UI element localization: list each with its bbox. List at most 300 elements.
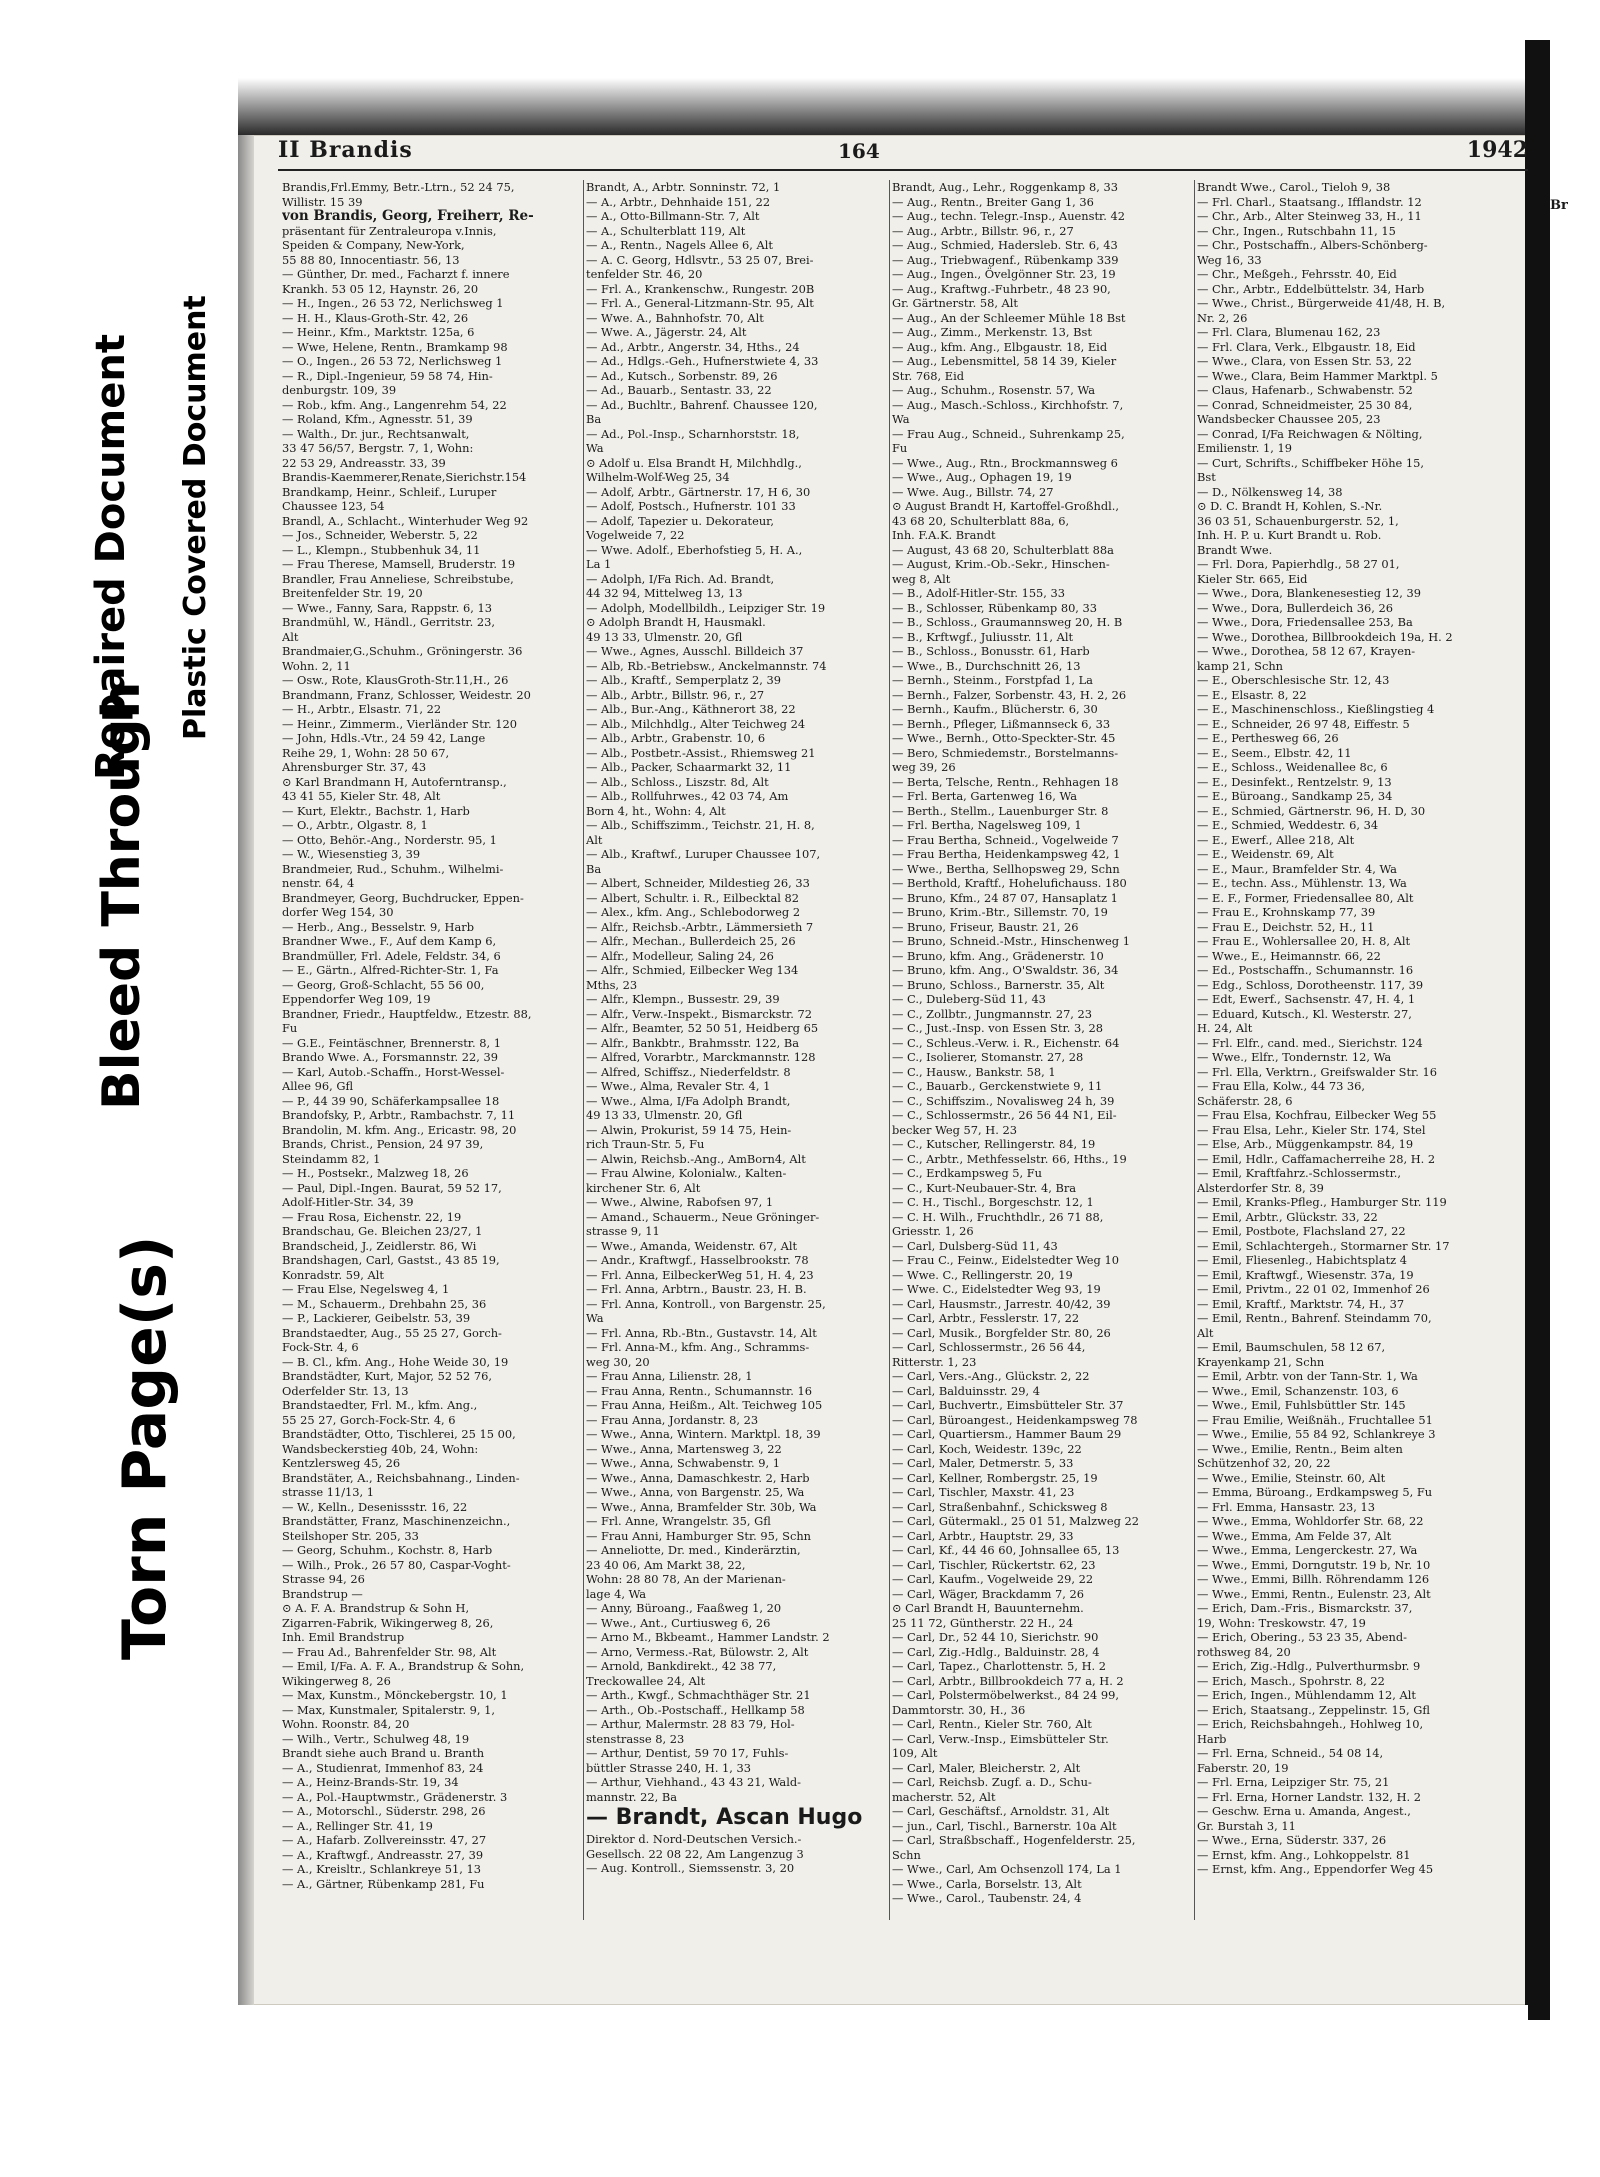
directory-entry-line: — Wwe., Carl, Am Ochsenzoll 174, La 1 bbox=[892, 1862, 1122, 1876]
directory-entry-line: — Wwe., Clara, von Essen Str. 53, 22 bbox=[1197, 354, 1412, 368]
directory-entry-line: — Wwe., Emilie, Steinstr. 60, Alt bbox=[1197, 1470, 1386, 1485]
directory-entry-line: — Chr., Postschaffn., Albers-Schönberg- bbox=[1197, 238, 1428, 252]
directory-entry-line: — C., Bauarb., Gerckenstwiete 9, 11 bbox=[892, 1079, 1103, 1093]
directory-entry-line: Brandt siehe auch Brand u. Branth bbox=[282, 1746, 485, 1760]
directory-entry-line: Harb bbox=[1197, 1731, 1227, 1746]
directory-entry-line: — Bernh., Pfleger, Lißmannseck 6, 33 bbox=[892, 716, 1111, 731]
directory-entry-line: 55 25 27, Gorch-Fock-Str. 4, 6 bbox=[282, 1412, 456, 1427]
directory-entry-line: — Arthur, Viehhand., 43 43 21, Wald- bbox=[586, 1775, 801, 1789]
directory-entry-line: Vogelweide 7, 22 bbox=[586, 528, 685, 542]
directory-entry-line: — Wwe., Alma, Revaler Str. 4, 1 bbox=[586, 1079, 771, 1093]
directory-entry-line: Strasse 94, 26 bbox=[282, 1572, 365, 1586]
directory-entry-line: 44 32 94, Mittelweg 13, 13 bbox=[586, 586, 743, 600]
directory-entry-line: — Emma, Büroang., Erdkampsweg 5, Fu bbox=[1197, 1485, 1433, 1499]
directory-entry-line: — Arno, Vermess.-Rat, Bülowstr. 2, Alt bbox=[586, 1644, 809, 1659]
directory-entry-line: — Alfred, Schiffsz., Niederfeldstr. 8 bbox=[586, 1064, 791, 1079]
directory-entry-line: — Aug., Triebwagenf., Rübenkamp 339 bbox=[892, 252, 1119, 267]
directory-entry-line: Brandt, Aug., Lehr., Roggenkamp 8, 33 bbox=[892, 180, 1118, 194]
directory-entry-line: — Emil, Arbtr. von der Tann-Str. 1, Wa bbox=[1197, 1369, 1418, 1383]
directory-entry-line: — Wwe. A., Jägerstr. 24, Alt bbox=[586, 325, 747, 339]
directory-entry-line: Gesellsch. 22 08 22, Am Langenzug 3 bbox=[586, 1846, 804, 1861]
directory-entry-line: — Alb, Rb.-Betriebsw., Anckelmannstr. 74 bbox=[586, 658, 827, 673]
column-2 bbox=[586, 180, 884, 1920]
directory-entry-line: — Frl. Anne, Wrangelstr. 35, Gfl bbox=[586, 1514, 771, 1528]
directory-entry-line: H. 24, Alt bbox=[1197, 1021, 1253, 1035]
directory-entry-line: — Carl, Zig.-Hdlg., Balduinstr. 28, 4 bbox=[892, 1644, 1100, 1659]
directory-entry-line: — Emil, Baumschulen, 58 12 67, bbox=[1197, 1340, 1386, 1354]
directory-entry-line: Eppendorfer Weg 109, 19 bbox=[282, 992, 431, 1006]
scan-top-shadow bbox=[238, 40, 1528, 135]
directory-entry-line: — Bruno, kfm. Ang., Grädenerstr. 10 bbox=[892, 948, 1104, 963]
directory-entry-line: — August, 43 68 20, Schulterblatt 88a bbox=[892, 542, 1114, 557]
directory-entry-line: — Albert, Schneider, Mildestieg 26, 33 bbox=[586, 876, 810, 890]
torn-pages-label: Torn Page(s) bbox=[110, 1235, 180, 1660]
directory-entry-line: Brandofsky, P., Arbtr., Rambachstr. 7, 11 bbox=[282, 1108, 516, 1122]
directory-entry-line: Schn bbox=[892, 1847, 921, 1862]
directory-entry-line: — Jos., Schneider, Weberstr. 5, 22 bbox=[282, 528, 478, 542]
directory-entry-line: — Ed., Postschaffn., Schumannstr. 16 bbox=[1197, 963, 1414, 977]
directory-entry-line: — Carl, Arbtr., Billbrookdeich 77 a, H. 2 bbox=[892, 1673, 1124, 1688]
directory-entry-line: — Frl. Elfr., cand. med., Sierichstr. 124 bbox=[1197, 1035, 1423, 1050]
directory-entry-line: — Wwe., Emmi, Billh. Röhrendamm 126 bbox=[1197, 1572, 1430, 1586]
directory-entry-line: — C., Kutscher, Rellingerstr. 84, 19 bbox=[892, 1137, 1096, 1151]
directory-entry-line: Brandstätter, Franz, Maschinenzeichn., bbox=[282, 1514, 511, 1528]
directory-entry-line: — Wwe., Clara, Beim Hammer Marktpl. 5 bbox=[1197, 368, 1438, 383]
directory-entry-line: — Aug., Ingen., Övelgönner Str. 23, 19 bbox=[892, 267, 1116, 281]
directory-entry-line: — Carl, Dr., 52 44 10, Sierichstr. 90 bbox=[892, 1630, 1099, 1644]
directory-entry-line: — O., Ingen., 26 53 72, Nerlichsweg 1 bbox=[282, 354, 503, 368]
directory-entry-line: Gr. Gärtnerstr. 58, Alt bbox=[892, 296, 1019, 310]
directory-entry-line: — P., 44 39 90, Schäferkampsallee 18 bbox=[282, 1093, 500, 1108]
directory-entry-line: Brandner, Friedr., Hauptfeldw., Etzestr. 88, bbox=[282, 1006, 532, 1021]
directory-entry-line: — Carl, Kellner, Rombergstr. 25, 19 bbox=[892, 1470, 1098, 1485]
directory-entry-line: — Frl. A., General-Litzmann-Str. 95, Alt bbox=[586, 296, 814, 310]
directory-entry-line: — A., Kreisltr., Schlankreye 51, 13 bbox=[282, 1862, 481, 1876]
directory-entry-line: — E., Maschinenschloss., Kießlingstieg 4 bbox=[1197, 702, 1435, 716]
directory-entry-line: — E., Perthesweg 66, 26 bbox=[1197, 731, 1339, 745]
directory-entry-line: — Erich, Ingen., Mühlendamm 12, Alt bbox=[1197, 1688, 1416, 1702]
directory-entry-line: — Wwe., Amanda, Weidenstr. 67, Alt bbox=[586, 1238, 798, 1253]
directory-entry-line: — Alb., Kraftf., Semperplatz 2, 39 bbox=[586, 673, 781, 687]
directory-entry-line: — Aug. Kontroll., Siemssenstr. 3, 20 bbox=[586, 1861, 795, 1875]
directory-entry-line: — Emil, I/Fa. A. F. A., Brandstrup & Sohn, bbox=[282, 1659, 525, 1673]
directory-entry-line: — Alb., Kraftwf., Luruper Chaussee 107, bbox=[586, 847, 821, 861]
directory-entry-line: — Georg, Schuhm., Kochstr. 8, Harb bbox=[282, 1543, 493, 1557]
directory-entry-line: — Frl. Anna, Arbtrn., Baustr. 23, H. B. bbox=[586, 1282, 807, 1296]
directory-entry-line: — Frl. Clara, Verk., Elbgaustr. 18, Eid bbox=[1197, 339, 1416, 354]
directory-entry-line: Schützenhof 32, 20, 22 bbox=[1197, 1456, 1331, 1470]
directory-entry-line: — Bruno, Krim.-Btr., Sillemstr. 70, 19 bbox=[892, 905, 1108, 919]
directory-entry-line: — Carl, Geschäftsf., Arnoldstr. 31, Alt bbox=[892, 1804, 1110, 1818]
directory-entry-line: — A., Kraftwgf., Andreasstr. 27, 39 bbox=[282, 1847, 484, 1862]
directory-entry-line: — Adolf, Arbtr., Gärtnerstr. 17, H 6, 30 bbox=[586, 484, 811, 499]
directory-entry-line: — Wwe., Anna, von Bargenstr. 25, Wa bbox=[586, 1485, 805, 1499]
directory-entry-line: — Frau Ella, Kolw., 44 73 36, bbox=[1197, 1079, 1366, 1093]
directory-entry-line: Inh. H. P. u. Kurt Brandt u. Rob. bbox=[1197, 528, 1382, 542]
directory-entry-line: Gr. Burstah 3, 11 bbox=[1197, 1818, 1296, 1833]
directory-entry-line: Breitenfelder Str. 19, 20 bbox=[282, 586, 423, 600]
directory-entry-line: — Carl, Maler, Bleicherstr. 2, Alt bbox=[892, 1760, 1081, 1775]
directory-entry-line: — Erich, Staatsang., Zeppelinstr. 15, Gfl bbox=[1197, 1702, 1430, 1717]
directory-entry-line: — Walth., Dr. jur., Rechtsanwalt, bbox=[282, 426, 470, 441]
directory-entry-line: Brands, Christ., Pension, 24 97 39, bbox=[282, 1137, 484, 1151]
directory-entry-line: — Aug., Rentn., Breiter Gang 1, 36 bbox=[892, 194, 1094, 209]
directory-entry-line: — Wilh., Prok., 26 57 80, Caspar-Voght- bbox=[282, 1557, 511, 1572]
directory-entry-line: macherstr. 52, Alt bbox=[892, 1789, 996, 1804]
directory-entry-line: Wandsbecker Chaussee 205, 23 bbox=[1197, 412, 1381, 426]
directory-entry-line: — Ad., Pol.-Insp., Scharnhorststr. 18, bbox=[586, 426, 800, 441]
directory-entry-line: Str. 768, Eid bbox=[892, 368, 965, 383]
directory-entry-line: — M., Schauerm., Drehbahn 25, 36 bbox=[282, 1296, 487, 1311]
directory-entry-line: — Frau Else, Negelsweg 4, 1 bbox=[282, 1282, 450, 1296]
directory-entry-line: — Ernst, kfm. Ang., Lohkoppelstr. 81 bbox=[1197, 1847, 1411, 1862]
directory-entry-line: — Herb., Ang., Besselstr. 9, Harb bbox=[282, 919, 474, 934]
directory-entry-line: weg 8, Alt bbox=[892, 571, 951, 586]
directory-entry-line: — E. F., Former, Friedensallee 80, Alt bbox=[1197, 890, 1414, 905]
directory-entry-line: — Alb., Rollfuhrwes., 42 03 74, Am bbox=[586, 789, 789, 803]
directory-entry-line: Brandis,Frl.Emmy, Betr.-Ltrn., 52 24 75, bbox=[282, 180, 515, 194]
directory-entry-line: — Frau E., Wohlersallee 20, H. 8, Alt bbox=[1197, 934, 1411, 948]
directory-entry-line: — Frau Bertha, Heidenkampsweg 42, 1 bbox=[892, 847, 1121, 861]
directory-entry-line: 36 03 51, Schauenburgerstr. 52, 1, bbox=[1197, 513, 1399, 528]
directory-entry-line: — Edg., Schloss, Dorotheenstr. 117, 39 bbox=[1197, 977, 1424, 992]
directory-entry-line: — Wwe., B., Durchschnitt 26, 13 bbox=[892, 658, 1081, 673]
directory-entry-line: — Wwe., Emil, Schanzenstr. 103, 6 bbox=[1197, 1383, 1399, 1398]
directory-entry-line: — Wwe., Aug., Rtn., Brockmannsweg 6 bbox=[892, 455, 1118, 470]
directory-entry-line: — Alb., Schiffszimm., Teichstr. 21, H. 8, bbox=[586, 818, 815, 832]
directory-entry-line: — Bruno, Kfm., 24 87 07, Hansaplatz 1 bbox=[892, 890, 1118, 905]
directory-entry-line: — Alb., Arbtr., Billstr. 96, r., 27 bbox=[586, 687, 765, 702]
directory-entry-line: — Paul, Dipl.-Ingen. Baurat, 59 52 17, bbox=[282, 1180, 502, 1195]
directory-entry-line: — A., Heinz-Brands-Str. 19, 34 bbox=[282, 1775, 459, 1789]
directory-entry-line: 23 40 06, Am Markt 38, 22, bbox=[586, 1557, 746, 1572]
directory-entry-line: — Wwe., Dorothea, 58 12 67, Krayen- bbox=[1197, 644, 1416, 658]
directory-entry-line: dorfer Weg 154, 30 bbox=[282, 905, 394, 919]
directory-entry-line: — Chr., Ingen., Rutschbahn 11, 15 bbox=[1197, 223, 1396, 238]
directory-entry-line: — Carl, Kaufm., Vogelweide 29, 22 bbox=[892, 1572, 1094, 1586]
directory-entry-line: — Wwe. C., Rellingerstr. 20, 19 bbox=[892, 1267, 1073, 1282]
directory-entry-line: Fock-Str. 4, 6 bbox=[282, 1340, 359, 1354]
directory-entry-line: — Amand., Schauerm., Neue Gröninger- bbox=[586, 1209, 820, 1224]
directory-entry-line: — Aug., kfm. Ang., Elbgaustr. 18, Eid bbox=[892, 339, 1108, 354]
directory-entry-line: Dammtorstr. 30, H., 36 bbox=[892, 1702, 1026, 1717]
directory-entry-line: ⊙ A. F. A. Brandstrup & Sohn H, bbox=[282, 1601, 470, 1615]
directory-entry-line: — Aug., Lebensmittel, 58 14 39, Kieler bbox=[892, 354, 1117, 368]
directory-entry-line: 19, Wohn: Treskowstr. 47, 19 bbox=[1197, 1615, 1366, 1630]
directory-entry-line: — E., Desinfekt., Rentzelstr. 9, 13 bbox=[1197, 774, 1392, 789]
directory-entry-line: — Frl. Anna, Kontroll., von Bargenstr. 25, bbox=[586, 1296, 826, 1311]
directory-entry-line: La 1 bbox=[586, 557, 612, 571]
directory-entry-line: — Emil, Rentn., Bahrenf. Steindamm 70, bbox=[1197, 1311, 1432, 1325]
directory-entry-line: — Carl, Koch, Weidestr. 139c, 22 bbox=[892, 1441, 1082, 1456]
directory-entry-line: — jun., Carl, Tischl., Barnerstr. 10a Alt bbox=[892, 1818, 1117, 1833]
directory-entry-line: 33 47 56/57, Bergstr. 7, 1, Wohn: bbox=[282, 441, 474, 455]
directory-entry-line: — Wwe., Anna, Damaschkestr. 2, Harb bbox=[586, 1470, 810, 1485]
directory-entry-line: Bst bbox=[1197, 470, 1216, 484]
directory-entry-line: — Frau Aug., Schneid., Suhrenkamp 25, bbox=[892, 426, 1125, 441]
directory-entry-line: — Aug., techn. Telegr.-Insp., Auenstr. 42 bbox=[892, 209, 1125, 223]
directory-entry-line: — C., Schiffszim., Novalisweg 24 h, 39 bbox=[892, 1093, 1115, 1108]
directory-entry-line: — Frau Elsa, Lehr., Kieler Str. 174, Stel bbox=[1197, 1122, 1426, 1137]
directory-entry-line: — Edt, Ewerf., Sachsenstr. 47, H. 4, 1 bbox=[1197, 992, 1416, 1006]
directory-entry-line: ⊙ Adolf u. Elsa Brandt H, Milchhdlg., bbox=[586, 455, 802, 470]
directory-entry-line: Ba bbox=[586, 412, 602, 426]
directory-entry-line: — Ad., Hdlgs.-Geh., Hufnerstwiete 4, 33 bbox=[586, 354, 819, 368]
directory-entry-line: — Arthur, Dentist, 59 70 17, Fuhls- bbox=[586, 1746, 789, 1760]
directory-entry-line: stenstrasse 8, 23 bbox=[586, 1731, 685, 1746]
directory-entry-line: — Carl, Rentn., Kieler Str. 760, Alt bbox=[892, 1717, 1092, 1731]
directory-entry-line: Brandstaedter, Frl. M., kfm. Ang., bbox=[282, 1398, 478, 1412]
directory-entry-line: — Alfr., Schmied, Eilbecker Weg 134 bbox=[586, 963, 799, 977]
directory-entry-line: — Bernh., Falzer, Sorbenstr. 43, H. 2, 26 bbox=[892, 687, 1127, 702]
directory-entry-line: Willistr. 15 39 bbox=[282, 194, 363, 209]
directory-entry-line: — C., Schleus.-Verw. i. R., Eichenstr. 64 bbox=[892, 1035, 1120, 1050]
directory-entry-line: — Carl, Straßbschaff., Hogenfelderstr. 25, bbox=[892, 1833, 1136, 1847]
directory-entry-line: Speiden & Company, New-York, bbox=[282, 238, 465, 252]
directory-entry-line: Wandsbeckerstieg 40b, 24, Wohn: bbox=[282, 1441, 479, 1456]
page-header bbox=[238, 135, 1528, 165]
directory-entry-line: — Aug., Schuhm., Rosenstr. 57, Wa bbox=[892, 383, 1096, 397]
directory-entry-line: — L., Klempn., Stubbenhuk 34, 11 bbox=[282, 542, 481, 557]
directory-entry-line: — Carl, Tischler, Rückertstr. 62, 23 bbox=[892, 1557, 1096, 1572]
directory-entry-line: Brandshagen, Carl, Gastst., 43 85 19, bbox=[282, 1253, 500, 1267]
directory-entry-line: rothsweg 84, 20 bbox=[1197, 1644, 1291, 1659]
directory-entry-line: — Emil, Arbtr., Glückstr. 33, 22 bbox=[1197, 1209, 1378, 1224]
directory-entry-line: — Aug., Zimm., Merkenstr. 13, Bst bbox=[892, 325, 1092, 339]
directory-entry-line: — Alb., Arbtr., Grabenstr. 10, 6 bbox=[586, 731, 766, 745]
directory-entry-line: — Frl. Erna, Schneid., 54 08 14, bbox=[1197, 1746, 1384, 1760]
directory-entry-line: Brandmaier,G.,Schuhm., Gröningerstr. 36 bbox=[282, 644, 523, 658]
directory-entry-line: — Wwe., Aug., Ophagen 19, 19 bbox=[892, 470, 1072, 484]
directory-entry-line: rich Traun-Str. 5, Fu bbox=[586, 1137, 705, 1151]
directory-entry-line: — Ad., Buchltr., Bahrenf. Chaussee 120, bbox=[586, 397, 818, 412]
directory-entry-line: Konradstr. 59, Alt bbox=[282, 1267, 384, 1282]
directory-entry-line: Brandmeier, Rud., Schuhm., Wilhelmi- bbox=[282, 861, 504, 876]
directory-entry-line: — R., Dipl.-Ingenieur, 59 58 74, Hin- bbox=[282, 368, 493, 383]
directory-entry-line: Schäferstr. 28, 6 bbox=[1197, 1093, 1293, 1108]
directory-entry-line: — Bruno, Friseur, Baustr. 21, 26 bbox=[892, 919, 1079, 934]
directory-entry-line: ⊙ Carl Brandt H, Bauunternehm. bbox=[892, 1601, 1084, 1615]
directory-entry-line: Alt bbox=[282, 629, 299, 644]
directory-entry-line: — C., Erdkampsweg 5, Fu bbox=[892, 1166, 1042, 1180]
directory-entry-line: — Aug., Masch.-Schloss., Kirchhofstr. 7, bbox=[892, 397, 1124, 412]
directory-entry-line: — D., Nölkensweg 14, 38 bbox=[1197, 484, 1343, 499]
repaired-document-label: Repaired Document bbox=[88, 334, 134, 780]
directory-entry-line: 22 53 29, Andreasstr. 33, 39 bbox=[282, 455, 446, 470]
column-divider bbox=[889, 180, 890, 1920]
directory-entry-line: — Wwe., Bernh., Otto-Speckter-Str. 45 bbox=[892, 731, 1116, 745]
directory-entry-line: 55 88 80, Innocentiastr. 56, 13 bbox=[282, 252, 460, 267]
directory-entry-line: — C. H., Tischl., Borgeschstr. 12, 1 bbox=[892, 1195, 1094, 1209]
directory-entry-line: — Frl. A., Krankenschw., Rungestr. 20B bbox=[586, 281, 815, 296]
directory-columns bbox=[282, 180, 1522, 1920]
directory-entry-line: — Wwe., Dorothea, Billbrookdeich 19a, H. 2 bbox=[1197, 629, 1453, 644]
directory-entry-line: Wohn: 28 80 78, An der Marienan- bbox=[586, 1572, 786, 1586]
column-4 bbox=[1197, 180, 1495, 1920]
directory-entry-line: — Anneliotte, Dr. med., Kinderärztin, bbox=[586, 1543, 801, 1557]
directory-entry-line: strasse 11/13, 1 bbox=[282, 1485, 375, 1499]
directory-entry-line: — Aug., Kraftwg.-Fuhrbetr., 48 23 90, bbox=[892, 281, 1111, 296]
directory-entry-line: kamp 21, Schn bbox=[1197, 658, 1283, 673]
directory-entry-line: Brandkamp, Heinr., Schleif., Luruper bbox=[282, 484, 497, 499]
directory-entry-line: — Rob., kfm. Ang., Langenrehm 54, 22 bbox=[282, 397, 507, 412]
column-divider bbox=[1194, 180, 1195, 1920]
directory-entry-line: — Ad., Bauarb., Sentastr. 33, 22 bbox=[586, 383, 772, 397]
directory-entry-line: — Carl, Balduinsstr. 29, 4 bbox=[892, 1383, 1040, 1398]
directory-entry-line: — C., Just.-Insp. von Essen Str. 3, 28 bbox=[892, 1021, 1103, 1035]
directory-entry-line: — Alb., Schloss., Liszstr. 8d, Alt bbox=[586, 774, 769, 789]
directory-entry-line: — Frau Therese, Mamsell, Bruderstr. 19 bbox=[282, 557, 516, 571]
directory-entry-line: — Arth., Ob.-Postschaff., Hellkamp 58 bbox=[586, 1702, 805, 1717]
directory-entry-line: — Arno M., Bkbeamt., Hammer Landstr. 2 bbox=[586, 1630, 830, 1644]
directory-entry-line: — Wwe. C., Eidelstedter Weg 93, 19 bbox=[892, 1282, 1101, 1296]
directory-entry-line: Inh. Emil Brandstrup bbox=[282, 1630, 405, 1644]
directory-entry-line: — E., Ewerf., Allee 218, Alt bbox=[1197, 832, 1355, 847]
directory-entry-line: — Anny, Büroang., Faaßweg 1, 20 bbox=[586, 1601, 782, 1615]
directory-entry-line: — E., Schneider, 26 97 48, Eiffestr. 5 bbox=[1197, 716, 1410, 731]
directory-entry-line: — Else, Arb., Müggenkampstr. 84, 19 bbox=[1197, 1137, 1414, 1151]
directory-entry-line: weg 39, 26 bbox=[892, 760, 956, 774]
directory-entry-line: — Alfr., Mechan., Bullerdeich 25, 26 bbox=[586, 934, 796, 948]
directory-entry-line: — Carl, Straßenbahnf., Schicksweg 8 bbox=[892, 1499, 1108, 1514]
directory-entry-line: — E., Seem., Elbstr. 42, 11 bbox=[1197, 745, 1352, 760]
directory-entry-line: — Wwe., Agnes, Ausschl. Billdeich 37 bbox=[586, 644, 804, 658]
directory-entry-line: — B., Schloss., Graumannsweg 20, H. B bbox=[892, 615, 1123, 629]
directory-entry-line: 25 11 72, Güntherstr. 22 H., 24 bbox=[892, 1615, 1074, 1630]
directory-entry-line: — Wwe. Aug., Billstr. 74, 27 bbox=[892, 484, 1054, 499]
directory-entry-line: Brandt Wwe. bbox=[1197, 542, 1273, 557]
directory-entry-line: — Wwe. Adolf., Eberhofstieg 5, H. A., bbox=[586, 542, 803, 557]
directory-entry-line: ⊙ Adolph Brandt H, Hausmakl. bbox=[586, 615, 766, 629]
directory-entry-line: — Frau C., Feinw., Eidelstedter Weg 10 bbox=[892, 1253, 1119, 1267]
directory-entry-line: — Wwe, Helene, Rentn., Bramkamp 98 bbox=[282, 339, 508, 354]
directory-entry-line: — Erich, Reichsbahngeh., Hohlweg 10, bbox=[1197, 1717, 1424, 1731]
directory-entry-line: — B., Adolf-Hitler-Str. 155, 33 bbox=[892, 586, 1066, 600]
directory-entry-line: — Bernh., Kaufm., Blücherstr. 6, 30 bbox=[892, 702, 1098, 716]
directory-entry-line: — Frau Alwine, Kolonialw., Kalten- bbox=[586, 1166, 787, 1180]
directory-entry-line: — Frl. Clara, Blumenau 162, 23 bbox=[1197, 325, 1381, 339]
directory-entry-line: — Carl, Tapez., Charlottenstr. 5, H. 2 bbox=[892, 1659, 1107, 1673]
directory-entry-line: 49 13 33, Ulmenstr. 20, Gfl bbox=[586, 1108, 743, 1122]
directory-entry-line: — Frau Anni, Hamburger Str. 95, Schn bbox=[586, 1528, 811, 1543]
plastic-covered-label: Plastic Covered Document bbox=[178, 295, 213, 740]
directory-entry-line: — Frau E., Krohnskamp 77, 39 bbox=[1197, 905, 1376, 919]
directory-entry-line: — John, Hdls.-Vtr., 24 59 42, Lange bbox=[282, 731, 486, 745]
page-number: 164 bbox=[838, 139, 880, 163]
directory-entry-line: — Carl, Kf., 44 46 60, Johnsallee 65, 13 bbox=[892, 1543, 1120, 1557]
directory-entry-line: Brandstädter, Otto, Tischlerei, 25 15 00, bbox=[282, 1427, 516, 1441]
directory-entry-line: — Frau Emilie, Weißnäh., Fruchtallee 51 bbox=[1197, 1412, 1433, 1427]
directory-entry-line: — Karl, Autob.-Schaffn., Horst-Wessel- bbox=[282, 1064, 505, 1079]
directory-entry-line: Wikingerweg 8, 26 bbox=[282, 1673, 391, 1688]
directory-entry-line: — Carl, Polstermöbelwerkst., 84 24 99, bbox=[892, 1688, 1119, 1702]
directory-entry-line: — E., techn. Ass., Mühlenstr. 13, Wa bbox=[1197, 876, 1407, 890]
directory-entry-line: — Erich, Zig.-Hdlg., Pulverthurmsbr. 9 bbox=[1197, 1659, 1421, 1673]
directory-entry-line: — Carl, Gütermakl., 25 01 51, Malzweg 22 bbox=[892, 1514, 1140, 1528]
directory-entry-line: — Emil, Kraftwgf., Wiesenstr. 37a, 19 bbox=[1197, 1267, 1414, 1282]
directory-entry-line: — Carl, Wäger, Brackdamm 7, 26 bbox=[892, 1586, 1084, 1601]
directory-entry-line: — Berth., Stellm., Lauenburger Str. 8 bbox=[892, 803, 1109, 818]
directory-entry-line: — Adolph, Modellbildh., Leipziger Str. 19 bbox=[586, 600, 826, 615]
directory-entry-line: — Andr., Kraftwgf., Hasselbrookstr. 78 bbox=[586, 1253, 809, 1267]
directory-entry-line: — E., Oberschlesische Str. 12, 43 bbox=[1197, 673, 1390, 687]
directory-entry-line: — Roland, Kfm., Agnesstr. 51, 39 bbox=[282, 412, 473, 426]
directory-entry-line: — Max, Kunstm., Mönckebergstr. 10, 1 bbox=[282, 1688, 508, 1702]
directory-entry-line: — Emil, Fliesenleg., Habichtsplatz 4 bbox=[1197, 1253, 1408, 1267]
directory-entry-line: — Wwe., Alwine, Rabofsen 97, 1 bbox=[586, 1195, 774, 1209]
directory-entry-line: — Carl, Musik., Borgfelder Str. 80, 26 bbox=[892, 1325, 1111, 1340]
directory-entry-line: — Frl. Emma, Hansastr. 23, 13 bbox=[1197, 1499, 1375, 1514]
directory-entry-line: tenfelder Str. 46, 20 bbox=[586, 267, 703, 281]
directory-entry-line: — Wwe., Dora, Blankenesestieg 12, 39 bbox=[1197, 586, 1421, 600]
directory-entry-line: — E., Schmied, Gärtnerstr. 96, H. D, 30 bbox=[1197, 803, 1426, 818]
directory-entry-line: — Emil, Kraftf., Marktstr. 74, H., 37 bbox=[1197, 1296, 1405, 1311]
directory-entry-line: — Frl. Bertha, Nagelsweg 109, 1 bbox=[892, 818, 1082, 832]
directory-entry-line: — E., Büroang., Sandkamp 25, 34 bbox=[1197, 789, 1393, 803]
directory-entry-line: — Erich, Dam.-Fris., Bismarckstr. 37, bbox=[1197, 1601, 1413, 1615]
directory-entry-line: Ba bbox=[586, 861, 602, 876]
directory-entry-line: — Wwe., Alma, I/Fa Adolph Brandt, bbox=[586, 1093, 791, 1108]
directory-entry-line: — Wwe., Dora, Bullerdeich 36, 26 bbox=[1197, 600, 1393, 615]
directory-entry-line: Ritterstr. 1, 23 bbox=[892, 1354, 977, 1369]
directory-entry-line: — E., Schmied, Weddestr. 6, 34 bbox=[1197, 818, 1379, 832]
directory-entry-line: Weg 16, 33 bbox=[1197, 252, 1262, 267]
directory-entry-line: Fu bbox=[892, 441, 908, 455]
directory-entry-line: Direktor d. Nord-Deutschen Versich.- bbox=[586, 1832, 802, 1846]
directory-entry-line: — E., Schloss., Weidenallee 8c, 6 bbox=[1197, 760, 1388, 774]
directory-entry-line: Brandner Wwe., F., Auf dem Kamp 6, bbox=[282, 934, 497, 948]
directory-entry-line: Reihe 29, 1, Wohn: 28 50 67, bbox=[282, 745, 450, 760]
directory-entry-line: ⊙ D. C. Brandt H, Kohlen, S.-Nr. bbox=[1197, 499, 1383, 513]
directory-entry-line: von Brandis, Georg, Freiherr, Re- bbox=[282, 209, 534, 224]
directory-entry-line: — Alfr., Beamter, 52 50 51, Heidberg 65 bbox=[586, 1021, 819, 1035]
directory-entry-line: — Eduard, Kutsch., Kl. Westerstr. 27, bbox=[1197, 1006, 1412, 1021]
directory-entry-line: — C., Hausw., Bankstr. 58, 1 bbox=[892, 1064, 1056, 1079]
directory-entry-line: — P., Lackierer, Geibelstr. 53, 39 bbox=[282, 1311, 471, 1325]
directory-entry-line: — Wwe., Anna, Bramfelder Str. 30b, Wa bbox=[586, 1499, 817, 1514]
directory-entry-line: Brandolin, M. kfm. Ang., Ericastr. 98, 20 bbox=[282, 1122, 517, 1137]
directory-entry-line: — B., Krftwgf., Juliusstr. 11, Alt bbox=[892, 629, 1074, 644]
directory-entry-line: mannstr. 22, Ba bbox=[586, 1789, 678, 1804]
directory-entry-line: Chaussee 123, 54 bbox=[282, 499, 385, 513]
directory-entry-line: — C., Isolierer, Stomanstr. 27, 28 bbox=[892, 1050, 1084, 1064]
directory-entry-line: — Carl, Quartiersm., Hammer Baum 29 bbox=[892, 1427, 1122, 1441]
directory-entry-line: — Alwin, Reichsb.-Ang., AmBorn4, Alt bbox=[586, 1151, 806, 1166]
directory-entry-line: Brandler, Frau Anneliese, Schreibstube, bbox=[282, 571, 514, 586]
directory-entry-line: — Chr., Arbtr., Eddelbüttelstr. 34, Harb bbox=[1197, 281, 1425, 296]
directory-entry-line: Brandscheid, J., Zeidlerstr. 86, Wi bbox=[282, 1238, 477, 1253]
directory-entry-line: — Alwin, Prokurist, 59 14 75, Hein- bbox=[586, 1122, 792, 1137]
directory-entry-line: Brando Wwe. A., Forsmannstr. 22, 39 bbox=[282, 1050, 499, 1064]
directory-entry-line: — Carl, Tischler, Maxstr. 41, 23 bbox=[892, 1485, 1075, 1499]
directory-entry-line: büttler Strasse 240, H. 1, 33 bbox=[586, 1760, 752, 1775]
directory-entry-line: Kentzlersweg 45, 26 bbox=[282, 1456, 401, 1470]
directory-entry-line: Wa bbox=[586, 441, 604, 455]
directory-entry-line: — Adolph, I/Fa Rich. Ad. Brandt, bbox=[586, 571, 775, 586]
directory-entry-line: Treckowallee 24, Alt bbox=[586, 1673, 706, 1688]
directory-entry-line: — Conrad, Schneidmeister, 25 30 84, bbox=[1197, 397, 1413, 412]
directory-entry-line: — Günther, Dr. med., Facharzt f. innere bbox=[282, 267, 510, 281]
directory-entry-line: — Carl, Maler, Detmerstr. 5, 33 bbox=[892, 1456, 1074, 1470]
directory-entry-line: — B., Schloss., Bonusstr. 61, Harb bbox=[892, 644, 1090, 658]
directory-entry-line: — Alfr., Klempn., Bussestr. 29, 39 bbox=[586, 992, 780, 1006]
directory-entry-line: — Wwe., Emmi, Rentn., Eulenstr. 23, Alt bbox=[1197, 1586, 1431, 1601]
directory-entry-line: — Alfr., Modelleur, Saling 24, 26 bbox=[586, 948, 774, 963]
directory-entry-line: — Arnold, Bankdirekt., 42 38 77, bbox=[586, 1659, 777, 1673]
directory-entry-line: — E., Gärtn., Alfred-Richter-Str. 1, Fa bbox=[282, 963, 499, 977]
running-head: II Brandis bbox=[278, 137, 413, 163]
directory-entry-line: — C., Zollbtr., Jungmannstr. 27, 23 bbox=[892, 1006, 1093, 1021]
